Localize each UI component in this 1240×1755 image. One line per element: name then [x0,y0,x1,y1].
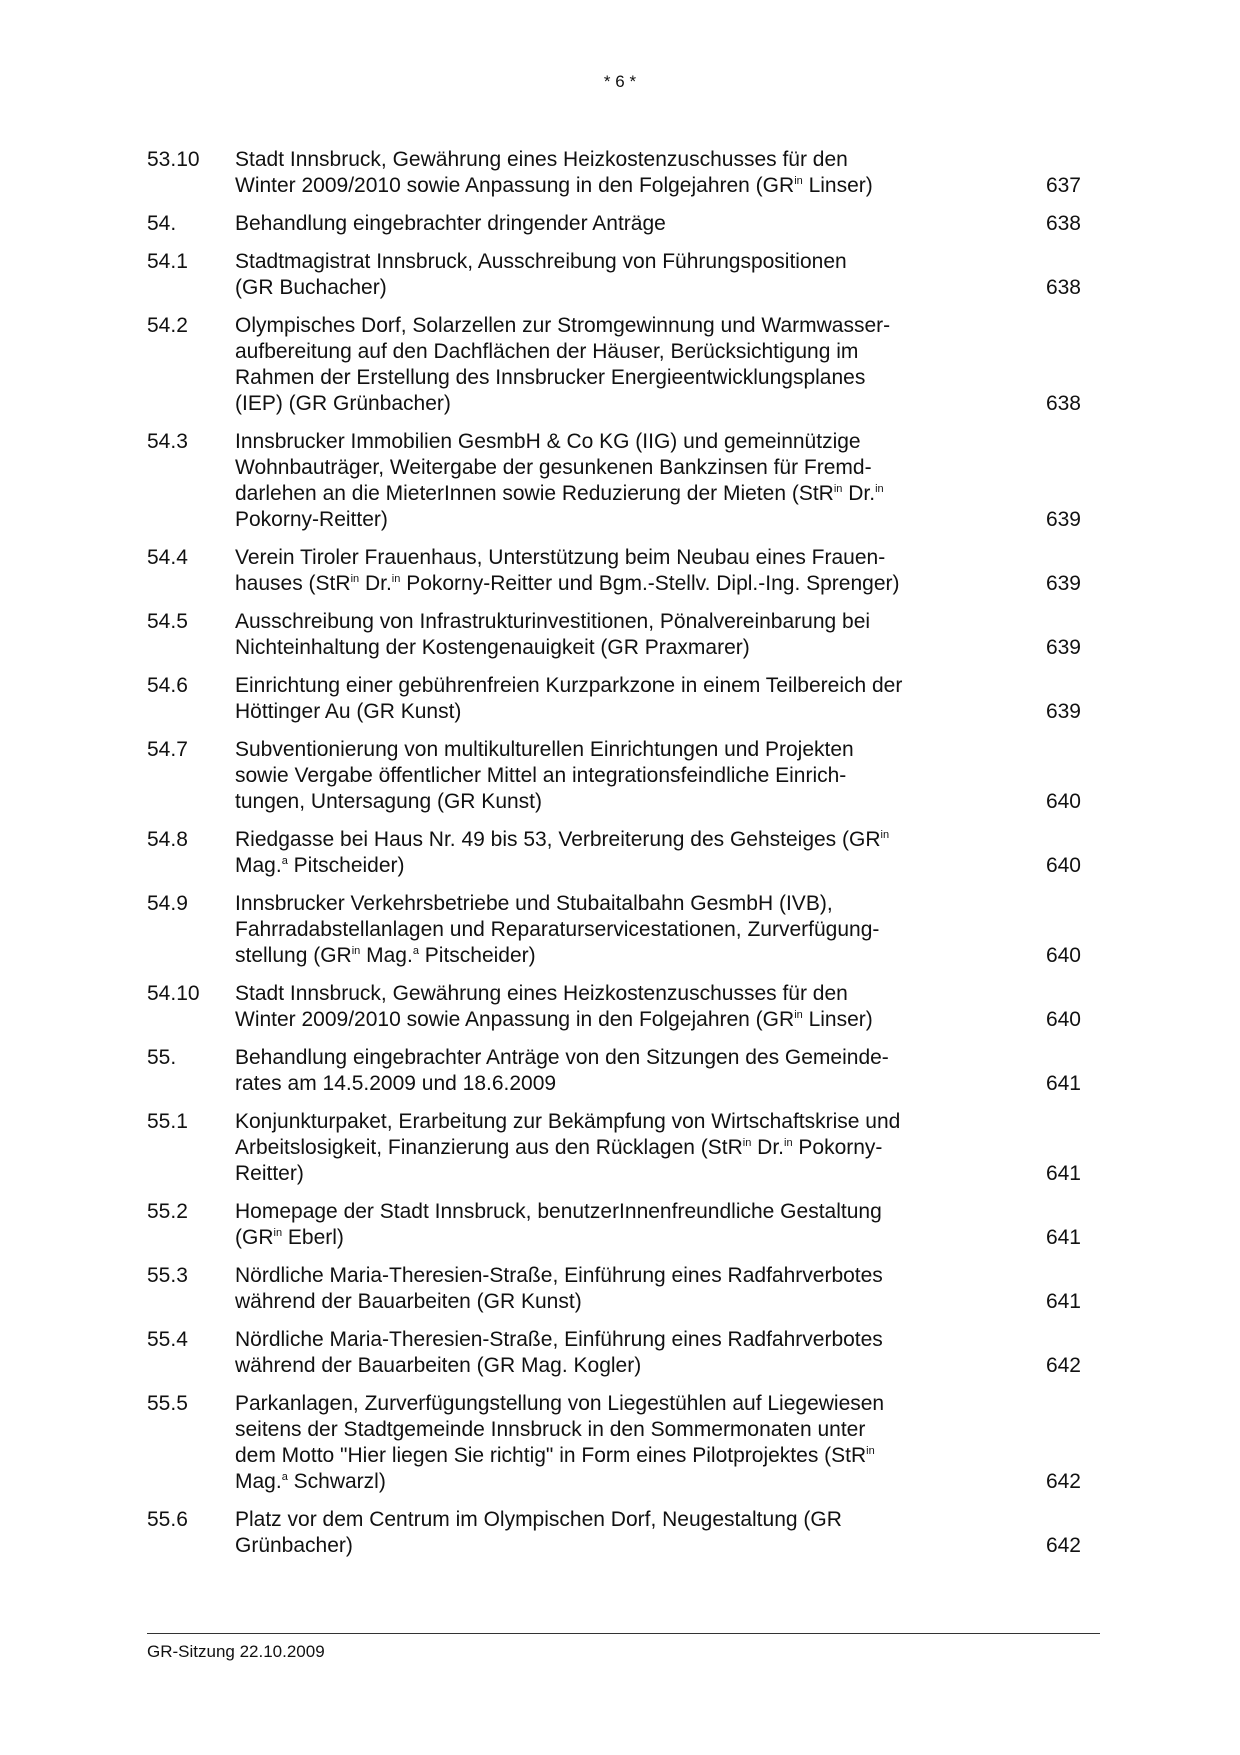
entry-number: 54.6 [147,674,188,697]
entry-title-line: Innsbrucker Immobilien GesmbH & Co KG (IIG) und gemeinnützige [235,430,861,453]
entry-number: 54.1 [147,250,188,273]
entry-title-line: Pokorny-Reitter) [235,508,388,531]
toc-entry [147,1199,1085,1251]
toc-entry [147,609,1085,661]
entry-title-line: hauses (StR$^{in}$ Dr.$^{in}$ Pokorny-Reitter und Bgm.-Stellv. Dipl.-Ing. Sprenger) [235,572,900,595]
entry-number: 55. [147,1046,177,1069]
entry-title [235,147,975,199]
entry-title [235,827,975,879]
entry-title [235,429,975,533]
toc-entry [147,1507,1085,1559]
entry-page-number: 639 [1045,572,1081,595]
entry-page-number: 641 [1045,1290,1081,1313]
entry-title-line: rates am 14.5.2009 und 18.6.2009 [235,1072,557,1095]
entry-page-number: 638 [1045,392,1081,415]
entry-title-line: Verein Tiroler Frauenhaus, Unterstützung beim Neubau eines Frauen- [235,546,886,569]
footer-text: GR-Sitzung 22.10.2009 [147,1642,325,1661]
entry-title-line: aufbereitung auf den Dachflächen der Häuser, Berücksichtigung im [235,340,859,363]
entry-title [235,981,975,1033]
entry-title-line: tungen, Untersagung (GR Kunst) [235,790,543,813]
toc-entry [147,891,1085,969]
entry-title-line: Riedgasse bei Haus Nr. 49 bis 53, Verbreiterung des Gehsteiges ($GR^{in}$ [235,828,890,851]
entry-page-number: 642 [1045,1534,1081,1557]
entry-title [235,1327,975,1379]
entry-number: 54.8 [147,828,188,851]
entry-title-line: Platz vor dem Centrum im Olympischen Dorf, Neugestaltung (GR [235,1508,842,1531]
entry-number: 55.5 [147,1392,188,1415]
entry-page-number: 640 [1045,1008,1081,1031]
entry-title-line: Nördliche Maria-Theresien-Straße, Einführung eines Radfahrverbotes [235,1328,883,1351]
entry-number: 54.9 [147,892,188,915]
entry-number: 53.10 [147,148,200,171]
toc-entry [147,1391,1085,1495]
entry-page-number: 638 [1045,212,1081,235]
toc-entry [147,1263,1085,1315]
entry-title [235,1109,975,1187]
entry-page-number: 639 [1045,636,1081,659]
entry-title-line: Behandlung eingebrachter dringender Anträge [235,212,666,235]
entry-title-line: Rahmen der Erstellung des Innsbrucker Energieentwicklungsplanes [235,366,866,389]
entry-number: 54.3 [147,430,188,453]
entry-number: 55.4 [147,1328,188,1351]
toc-entry [147,737,1085,815]
toc-entry [147,1109,1085,1187]
entry-number: 55.2 [147,1200,188,1223]
toc-entry [147,827,1085,879]
entry-page-number: 640 [1045,854,1081,877]
entry-title [235,737,975,815]
entry-title-line: Ausschreibung von Infrastrukturinvestitionen, Pönalvereinbarung bei [235,610,871,633]
entry-title-line: seitens der Stadtgemeinde Innsbruck in den Sommermonaten unter [235,1418,866,1441]
toc-entry [147,1045,1085,1097]
entry-title-line: Reitter) [235,1162,304,1185]
entry-number: 55.3 [147,1264,188,1287]
toc-entry [147,1327,1085,1379]
entry-title-line: Behandlung eingebrachter Anträge von den Sitzungen des Gemeinde- [235,1046,889,1069]
entry-page-number: 637 [1045,174,1081,197]
entry-number: 54.10 [147,982,200,1005]
entry-title [235,1391,975,1495]
entry-number: 54.5 [147,610,188,633]
entry-title-line: während der Bauarbeiten (GR Mag. Kogler) [235,1354,642,1377]
entry-title-line: sowie Vergabe öffentlicher Mittel an integrationsfeindliche Einrich- [235,764,847,787]
entry-title-line: Olympisches Dorf, Solarzellen zur Stromgewinnung und Warmwasser- [235,314,891,337]
toc-entry [147,673,1085,725]
entry-title-line: Winter 2009/2010 sowie Anpassung in den Folgejahren ($GR^{in}$ Linser) [235,174,873,197]
entry-number: 54. [147,212,177,235]
entry-title-line: Parkanlagen, Zurverfügungstellung von Liegestühlen auf Liegewiesen [235,1392,885,1415]
entry-title-line: Stadt Innsbruck, Gewährung eines Heizkostenzuschusses für den [235,982,848,1005]
entry-title-line: (IEP) (GR Grünbacher) [235,392,451,415]
table-of-contents [147,147,1085,1571]
entry-page-number: 641 [1045,1072,1081,1095]
toc-entry [147,313,1085,417]
entry-title-line: Nichteinhaltung der Kostengenauigkeit (GR Praxmarer) [235,636,750,659]
entry-number: 54.7 [147,738,188,761]
entry-title-line: Höttinger Au (GR Kunst) [235,700,462,723]
entry-title [235,1045,975,1097]
entry-title [235,313,975,417]
entry-title [235,609,975,661]
entry-title-line: Nördliche Maria-Theresien-Straße, Einführung eines Radfahrverbotes [235,1264,883,1287]
toc-entry [147,147,1085,199]
entry-title-line: Mag.$^a$ Schwarzl) [235,1470,386,1493]
entry-number: 55.6 [147,1508,188,1531]
entry-page-number: 639 [1045,508,1081,531]
entry-page-number: 640 [1045,790,1081,813]
entry-title-line: ($GR^{in}$ Eberl) [235,1226,344,1249]
entry-page-number: 642 [1045,1470,1081,1493]
entry-number: 54.4 [147,546,188,569]
footer-divider [147,1633,1100,1634]
entry-page-number: 639 [1045,700,1081,723]
entry-page-number: 642 [1045,1354,1081,1377]
entry-title [235,249,975,301]
entry-title-line: Subventionierung von multikulturellen Einrichtungen und Projekten [235,738,854,761]
entry-page-number: 638 [1045,276,1081,299]
entry-title-line: Stadt Innsbruck, Gewährung eines Heizkostenzuschusses für den [235,148,848,171]
toc-entry [147,211,1085,237]
entry-title-line: Konjunkturpaket, Erarbeitung zur Bekämpfung von Wirtschaftskrise und [235,1110,901,1133]
entry-title-line: darlehen an die MieterInnen sowie Reduzierung der Mieten (StR$^{in}$ Dr.$^{in}$ [235,482,884,505]
entry-title [235,1263,975,1315]
entry-title-line: Stadtmagistrat Innsbruck, Ausschreibung von Führungspositionen [235,250,847,273]
entry-title-line: stellung ($GR^{in}$ Mag.$^a$ Pitscheider) [235,944,536,967]
entry-title-line: Winter 2009/2010 sowie Anpassung in den Folgejahren ($GR^{in}$ Linser) [235,1008,873,1031]
toc-entry [147,545,1085,597]
entry-title [235,211,975,237]
entry-title [235,545,975,597]
entry-title-line: Arbeitslosigkeit, Finanzierung aus den Rücklagen (StR$^{in}$ Dr.$^{in}$ Pokorny- [235,1136,883,1159]
entry-title-line: (GR Buchacher) [235,276,387,299]
entry-title-line: Homepage der Stadt Innsbruck, benutzerInnenfreundliche Gestaltung [235,1200,882,1223]
entry-page-number: 641 [1045,1226,1081,1249]
entry-title-line: Wohnbauträger, Weitergabe der gesunkenen Bankzinsen für Fremd- [235,456,872,479]
entry-title-line: Mag.$^a$ Pitscheider) [235,854,405,877]
entry-title-line: Einrichtung einer gebührenfreien Kurzparkzone in einem Teilbereich der [235,674,903,697]
entry-title [235,1199,975,1251]
entry-title-line: während der Bauarbeiten (GR Kunst) [235,1290,582,1313]
page-number: * 6 * [603,72,637,91]
entry-title-line: Fahrradabstellanlagen und Reparaturservicestationen, Zurverfügung- [235,918,880,941]
entry-number: 55.1 [147,1110,188,1133]
entry-number: 54.2 [147,314,188,337]
toc-entry [147,429,1085,533]
toc-entry [147,249,1085,301]
entry-title [235,1507,975,1559]
entry-title-line: dem Motto "Hier liegen Sie richtig" in Form eines Pilotprojektes (StR$^{in}$ [235,1444,875,1467]
entry-page-number: 640 [1045,944,1081,967]
entry-title [235,891,975,969]
entry-title-line: Grünbacher) [235,1534,353,1557]
entry-title [235,673,975,725]
entry-page-number: 641 [1045,1162,1081,1185]
toc-entry [147,981,1085,1033]
entry-title-line: Innsbrucker Verkehrsbetriebe und Stubaitalbahn GesmbH (IVB), [235,892,833,915]
